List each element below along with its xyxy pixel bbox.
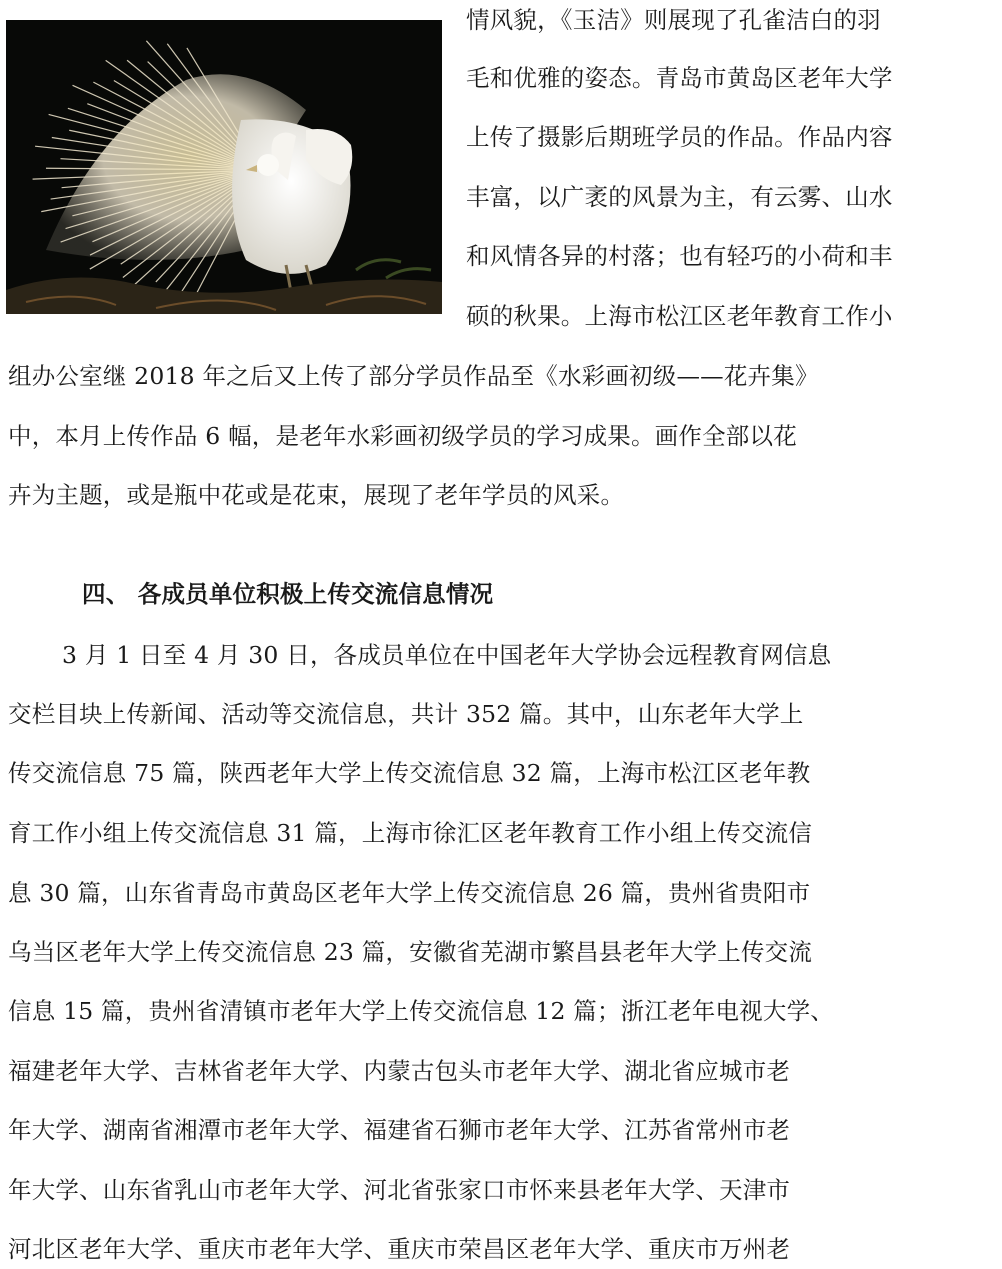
text-line: 传交流信息 75 篇，陕西老年大学上传交流信息 32 篇，上海市松江区老年教 — [8, 759, 811, 787]
text-line: 丰富，以广袤的风景为主，有云雾、山水 — [466, 183, 893, 211]
text-line: 信息 15 篇，贵州省清镇市老年大学上传交流信息 12 篇；浙江老年电视大学、 — [8, 997, 834, 1025]
text-line: 和风情各异的村落；也有轻巧的小荷和丰 — [466, 242, 893, 270]
text-line: 3 月 1 日至 4 月 30 日，各成员单位在中国老年大学协会远程教育网信息 — [62, 641, 832, 669]
text-line: 福建老年大学、吉林省老年大学、内蒙古包头市老年大学、湖北省应城市老 — [8, 1057, 791, 1085]
text-line: 乌当区老年大学上传交流信息 23 篇，安徽省芜湖市繁昌县老年大学上传交流 — [8, 938, 813, 966]
text-line: 卉为主题，或是瓶中花或是花束，展现了老年学员的风采。 — [8, 481, 625, 509]
section-heading: 四、 各成员单位积极上传交流信息情况 — [82, 580, 494, 608]
text-line: 硕的秋果。上海市松江区老年教育工作小 — [466, 302, 893, 330]
text-line: 上传了摄影后期班学员的作品。作品内容 — [466, 123, 893, 151]
text-line: 毛和优雅的姿态。青岛市黄岛区老年大学 — [466, 64, 893, 92]
text-line: 育工作小组上传交流信息 31 篇，上海市徐汇区老年教育工作小组上传交流信 — [8, 819, 813, 847]
text-line: 交栏目块上传新闻、活动等交流信息，共计 352 篇。其中，山东老年大学上 — [8, 700, 804, 728]
white-peacock-photo — [6, 20, 442, 314]
text-line: 中，本月上传作品 6 幅，是老年水彩画初级学员的学习成果。画作全部以花 — [8, 422, 797, 450]
text-line: 情风貌，《玉洁》则展现了孔雀洁白的羽 — [466, 6, 881, 34]
text-line: 年大学、湖南省湘潭市老年大学、福建省石狮市老年大学、江苏省常州市老 — [8, 1116, 791, 1144]
text-line: 息 30 篇，山东省青岛市黄岛区老年大学上传交流信息 26 篇，贵州省贵阳市 — [8, 879, 811, 907]
text-line: 组办公室继 2018 年之后又上传了部分学员作品至《水彩画初级——花卉集》 — [8, 362, 819, 390]
text-line: 年大学、山东省乳山市老年大学、河北省张家口市怀来县老年大学、天津市 — [8, 1176, 791, 1204]
text-line: 河北区老年大学、重庆市老年大学、重庆市荣昌区老年大学、重庆市万州老 — [8, 1235, 791, 1263]
